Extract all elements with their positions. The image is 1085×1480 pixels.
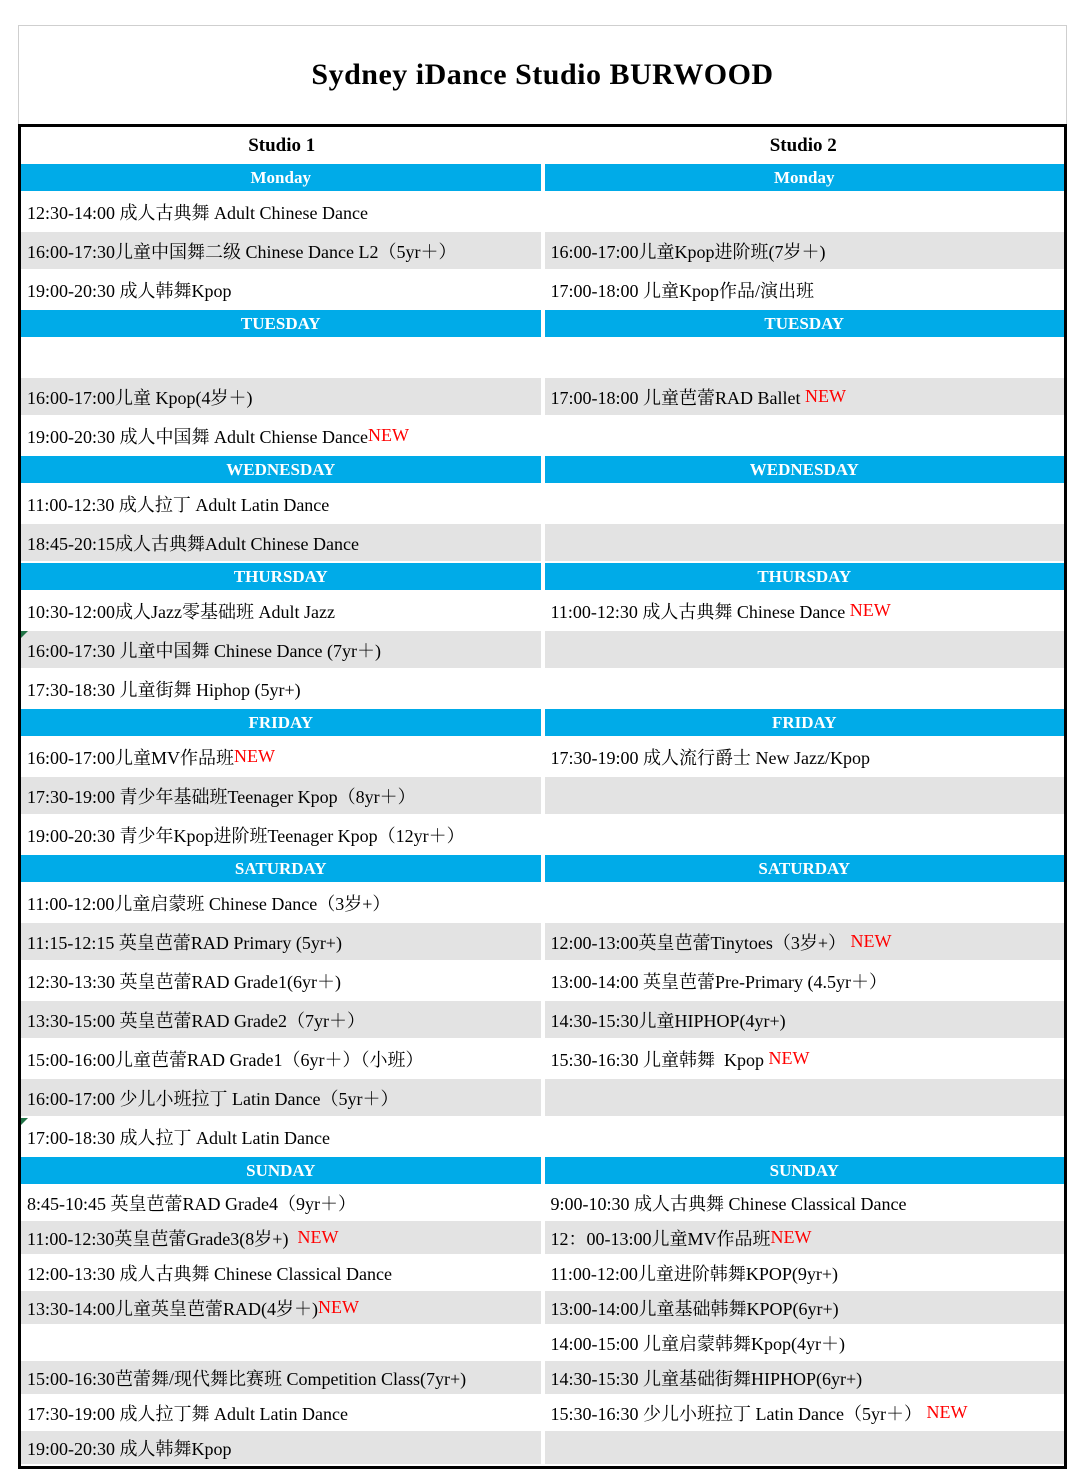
day-label: THURSDAY	[233, 566, 328, 586]
class-cell-studio2	[545, 339, 1065, 376]
class-cell-studio2	[545, 485, 1065, 522]
new-badge: NEW	[234, 746, 275, 766]
day-header-row	[21, 456, 1064, 485]
class-entry-text: 14:30-15:30儿童HIPHOP(4yr+)	[550, 1010, 786, 1031]
day-header-studio1	[21, 563, 541, 590]
day-header-row	[21, 1157, 1064, 1186]
schedule-row	[21, 884, 1064, 923]
schedule-row	[21, 1256, 1064, 1291]
day-label: SUNDAY	[246, 1160, 316, 1180]
day-section-wednesday	[21, 456, 1064, 563]
class-entry-text: 16:00-17:00儿童Kpop进阶班(7岁＋)	[550, 241, 826, 262]
new-badge: NEW	[768, 1048, 810, 1068]
page-title: Sydney iDance Studio BURWOOD	[311, 58, 774, 91]
class-entry-text: 11:15-12:15 英皇芭蕾RAD Primary (5yr+)	[27, 932, 342, 953]
class-cell-studio2	[545, 777, 1065, 814]
new-badge: NEW	[849, 600, 891, 620]
class-cell-studio1	[21, 1079, 541, 1116]
class-entry-text: 15:30-16:30 儿童韩舞 Kpop	[550, 1049, 769, 1070]
schedule-row	[21, 1079, 1064, 1118]
day-section-sunday	[21, 1157, 1064, 1466]
class-cell-studio1	[21, 777, 541, 814]
class-entry-text: 15:30-16:30 少儿小班拉丁 Latin Dance（5yr＋）	[550, 1403, 927, 1424]
day-section-monday	[21, 164, 1064, 310]
schedule-row	[21, 1326, 1064, 1361]
class-cell-studio2	[545, 1326, 1065, 1359]
class-entry-text: 12:00-13:30 成人古典舞 Chinese Classical Dance	[27, 1263, 392, 1284]
cell-note-marker-icon	[21, 631, 28, 638]
class-cell-studio1	[21, 816, 541, 853]
class-cell-studio2	[545, 1431, 1065, 1464]
class-cell-studio2	[545, 1361, 1065, 1394]
schedule-row	[21, 271, 1064, 310]
class-cell-studio1	[21, 271, 541, 308]
schedule-table	[18, 124, 1067, 1469]
class-cell-studio1	[21, 962, 541, 999]
class-entry-text: 17:00-18:00 儿童Kpop作品/演出班	[550, 280, 814, 301]
class-cell-studio2	[545, 417, 1065, 454]
class-cell-studio2	[545, 193, 1065, 230]
class-entry-text: 11:00-12:00儿童进阶韩舞KPOP(9yr+)	[550, 1263, 838, 1284]
schedule-row	[21, 1001, 1064, 1040]
day-label: WEDNESDAY	[749, 459, 859, 479]
class-cell-studio2	[545, 1396, 1065, 1429]
day-label: TUESDAY	[240, 313, 321, 333]
class-cell-studio2	[545, 271, 1065, 308]
class-entry-text: 17:30-19:00 成人流行爵士 New Jazz/Kpop	[550, 747, 870, 768]
class-cell-studio1	[21, 738, 541, 775]
schedule-row	[21, 670, 1064, 709]
class-cell-studio1	[21, 417, 541, 454]
studio2-header: Studio 2	[769, 134, 837, 156]
schedule-row	[21, 485, 1064, 524]
new-badge: NEW	[318, 1297, 359, 1317]
class-cell-studio1	[21, 670, 541, 707]
class-cell-studio1	[21, 339, 541, 376]
day-header-studio1	[21, 1157, 541, 1184]
class-entry-text: 17:30-18:30 儿童街舞 Hiphop (5yr+)	[27, 679, 301, 700]
class-cell-studio1	[21, 378, 541, 415]
day-header-studio2	[545, 709, 1065, 736]
class-cell-studio2	[545, 631, 1065, 668]
new-badge: NEW	[805, 386, 846, 406]
schedule-row	[21, 923, 1064, 962]
class-cell-studio2	[545, 1221, 1065, 1254]
day-section-friday	[21, 709, 1064, 855]
schedule-body	[21, 164, 1064, 1466]
class-entry-text: 16:00-17:30儿童中国舞二级 Chinese Dance L2（5yr＋）	[27, 241, 457, 262]
class-entry-text: 12:30-14:00 成人古典舞 Adult Chinese Dance	[27, 202, 368, 223]
class-cell-studio1	[21, 232, 541, 269]
schedule-row	[21, 1040, 1064, 1079]
day-label: FRIDAY	[248, 712, 314, 732]
class-entry-text: 16:00-17:00儿童 Kpop(4岁＋)	[27, 387, 253, 408]
class-cell-studio2	[545, 738, 1065, 775]
class-cell-studio1	[21, 524, 541, 561]
class-entry-text: 9:00-10:30 成人古典舞 Chinese Classical Dance	[550, 1193, 907, 1214]
day-header-studio1	[21, 709, 541, 736]
class-entry-text: 11:00-12:30 成人拉丁 Adult Latin Dance	[27, 494, 330, 515]
day-label: SUNDAY	[769, 1160, 839, 1180]
day-label: SATURDAY	[234, 858, 327, 878]
schedule-row	[21, 1431, 1064, 1466]
day-header-studio1	[21, 855, 541, 882]
schedule-row	[21, 962, 1064, 1001]
schedule-row	[21, 232, 1064, 271]
class-cell-studio2	[545, 670, 1065, 707]
class-cell-studio2	[545, 1118, 1065, 1155]
class-cell-studio1	[21, 631, 541, 668]
class-cell-studio2	[545, 1040, 1065, 1077]
new-badge: NEW	[926, 1402, 968, 1422]
day-header-studio2	[545, 456, 1065, 483]
class-entry-text: 18:45-20:15成人古典舞Adult Chinese Dance	[27, 533, 359, 554]
class-entry-text: 17:00-18:30 成人拉丁 Adult Latin Dance	[27, 1127, 330, 1148]
class-entry-text: 13:30-14:00儿童英皇芭蕾RAD(4岁＋)	[27, 1298, 318, 1319]
day-label: FRIDAY	[771, 712, 837, 732]
class-entry-text: 14:30-15:30 儿童基础街舞HIPHOP(6yr+)	[550, 1368, 863, 1389]
schedule-row	[21, 1118, 1064, 1157]
title-box	[18, 25, 1067, 125]
class-cell-studio2	[545, 378, 1065, 415]
day-header-studio2	[545, 310, 1065, 337]
class-cell-studio2	[545, 232, 1065, 269]
class-cell-studio2	[545, 1256, 1065, 1289]
day-header-studio2	[545, 855, 1065, 882]
day-header-studio2	[545, 164, 1065, 191]
class-entry-text: 19:00-20:30 成人韩舞Kpop	[27, 1438, 232, 1459]
schedule-row	[21, 631, 1064, 670]
schedule-row	[21, 816, 1064, 855]
class-entry-text: 17:30-19:00 青少年基础班Teenager Kpop（8yr＋）	[27, 786, 416, 807]
class-entry-text: 12:00-13:00英皇芭蕾Tinytoes（3岁+）	[550, 932, 851, 953]
class-entry-text: 11:00-12:30 成人古典舞 Chinese Dance	[550, 601, 850, 622]
class-cell-studio2	[545, 962, 1065, 999]
day-label: THURSDAY	[757, 566, 852, 586]
class-entry-text: 13:00-14:00儿童基础韩舞KPOP(6yr+)	[550, 1298, 839, 1319]
class-cell-studio2	[545, 1291, 1065, 1324]
studio1-header: Studio 1	[248, 134, 316, 156]
day-header-row	[21, 563, 1064, 592]
class-entry-text: 8:45-10:45 英皇芭蕾RAD Grade4（9yr＋）	[27, 1193, 356, 1214]
day-label: WEDNESDAY	[226, 459, 336, 479]
class-entry-text: 17:30-19:00 成人拉丁舞 Adult Latin Dance	[27, 1403, 348, 1424]
class-entry-text: 13:30-15:00 英皇芭蕾RAD Grade2（7yr＋）	[27, 1010, 365, 1031]
new-badge: NEW	[850, 931, 892, 951]
schedule-row	[21, 378, 1064, 417]
day-header-studio1	[21, 456, 541, 483]
day-section-thursday	[21, 563, 1064, 709]
class-cell-studio1	[21, 1396, 541, 1429]
schedule-row	[21, 777, 1064, 816]
class-entry-text: 16:00-17:00儿童MV作品班	[27, 747, 234, 768]
schedule-row	[21, 592, 1064, 631]
day-header-studio2	[545, 1157, 1065, 1184]
day-header-row	[21, 855, 1064, 884]
schedule-row	[21, 1291, 1064, 1326]
class-cell-studio2	[545, 1186, 1065, 1219]
class-cell-studio2	[545, 1001, 1065, 1038]
schedule-row	[21, 1221, 1064, 1256]
class-entry-text: 15:00-16:30芭蕾舞/现代舞比赛班 Competition Class(7yr+)	[27, 1368, 467, 1389]
class-cell-studio1	[21, 1431, 541, 1464]
class-cell-studio1	[21, 592, 541, 629]
class-cell-studio2	[545, 1079, 1065, 1116]
day-section-tuesday	[21, 310, 1064, 456]
class-cell-studio1	[21, 1256, 541, 1289]
new-badge: NEW	[367, 425, 409, 445]
day-header-studio1	[21, 310, 541, 337]
class-entry-text: 17:00-18:00 儿童芭蕾RAD Ballet	[550, 387, 805, 408]
day-header-row	[21, 310, 1064, 339]
class-entry-text: 13:00-14:00 英皇芭蕾Pre-Primary (4.5yr＋）	[550, 971, 887, 992]
class-entry-text: 11:00-12:30英皇芭蕾Grade3(8岁+)	[27, 1228, 298, 1249]
class-cell-studio1	[21, 1361, 541, 1394]
class-entry-text: 19:00-20:30 成人中国舞 Adult Chiense Dance	[27, 426, 368, 447]
class-entry-text: 16:00-17:30 儿童中国舞 Chinese Dance (7yr＋)	[27, 640, 381, 661]
schedule-row	[21, 524, 1064, 563]
new-badge: NEW	[770, 1227, 812, 1247]
class-cell-studio2	[545, 884, 1065, 921]
day-header-studio2	[545, 563, 1065, 590]
class-entry-text: 19:00-20:30 成人韩舞Kpop	[27, 280, 232, 301]
schedule-row	[21, 339, 1064, 378]
class-cell-studio1	[21, 884, 541, 921]
class-entry-text: 10:30-12:00成人Jazz零基础班 Adult Jazz	[27, 601, 335, 622]
class-cell-studio1	[21, 485, 541, 522]
day-label: TUESDAY	[764, 313, 845, 333]
class-cell-studio2	[545, 923, 1065, 960]
day-label: Monday	[250, 167, 311, 187]
class-cell-studio1	[21, 1221, 541, 1254]
day-label: Monday	[774, 167, 835, 187]
cell-note-marker-icon	[21, 1118, 28, 1125]
schedule-row	[21, 1361, 1064, 1396]
class-cell-studio2	[545, 524, 1065, 561]
schedule-row	[21, 1396, 1064, 1431]
class-entry-text: 19:00-20:30 青少年Kpop进阶班Teenager Kpop（12yr＋）	[27, 825, 465, 846]
day-header-row	[21, 164, 1064, 193]
class-entry-text: 16:00-17:00 少儿小班拉丁 Latin Dance（5yr＋）	[27, 1088, 399, 1109]
schedule-row	[21, 193, 1064, 232]
class-cell-studio2	[545, 816, 1065, 853]
schedule-row	[21, 1186, 1064, 1221]
day-label: SATURDAY	[758, 858, 851, 878]
class-entry-text: 14:00-15:00 儿童启蒙韩舞Kpop(4yr＋)	[550, 1333, 845, 1354]
new-badge: NEW	[297, 1227, 339, 1247]
studio-header-row	[21, 127, 1064, 164]
class-cell-studio1	[21, 193, 541, 230]
class-cell-studio1	[21, 923, 541, 960]
day-header-studio1	[21, 164, 541, 191]
class-cell-studio1	[21, 1118, 541, 1155]
schedule-row	[21, 417, 1064, 456]
class-cell-studio1	[21, 1040, 541, 1077]
class-entry-text: 12:30-13:30 英皇芭蕾RAD Grade1(6yr＋)	[27, 971, 341, 992]
day-section-saturday	[21, 855, 1064, 1157]
class-entry-text: 15:00-16:00儿童芭蕾RAD Grade1（6yr＋）（小班）	[27, 1049, 424, 1070]
class-entry-text: 11:00-12:00儿童启蒙班 Chinese Dance（3岁+）	[27, 893, 391, 914]
class-cell-studio1	[21, 1001, 541, 1038]
class-entry-text: 12：00-13:00儿童MV作品班	[550, 1228, 771, 1249]
schedule-row	[21, 738, 1064, 777]
class-cell-studio1	[21, 1186, 541, 1219]
class-cell-studio1	[21, 1326, 541, 1359]
day-header-row	[21, 709, 1064, 738]
class-cell-studio1	[21, 1291, 541, 1324]
class-cell-studio2	[545, 592, 1065, 629]
